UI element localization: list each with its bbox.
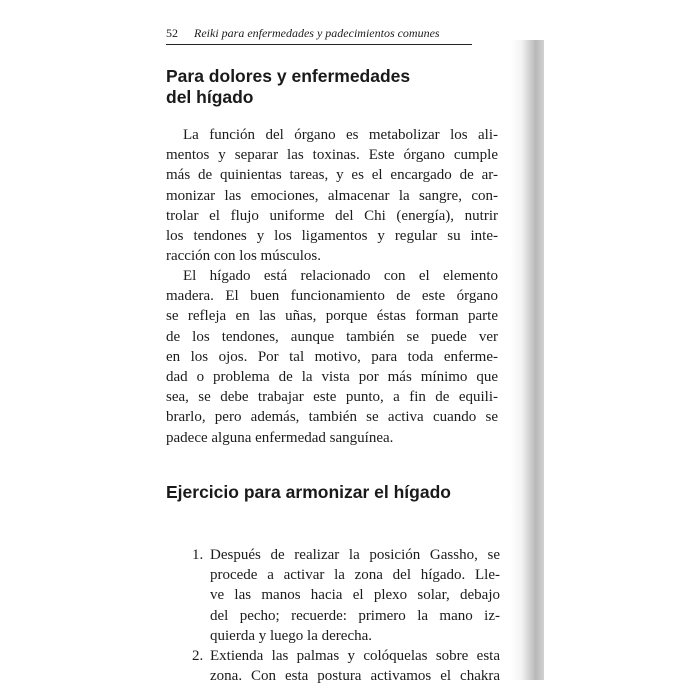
heading-line: Para dolores y enfermedades [166,66,411,86]
text-line: mentos y separar las toxinas. Este órgano cumple [166,147,498,164]
text-line: padece alguna enfermedad sanguínea. [166,429,394,446]
numbered-list [192,545,500,686]
item-text [210,545,500,646]
paragraph [166,266,498,448]
text-line: monizar las emociones, almacenar la sangre, con- [166,187,498,204]
text-line: madera. El buen funcionamiento de este órgano [166,288,498,305]
page-number: 52 [166,26,178,40]
text-line: del pecho; recuerde: primero la mano iz- [210,607,500,624]
item-text [210,646,500,686]
list-item [192,646,500,686]
text-line: sea, se debe trabajar este punto, a fin de equili- [166,389,498,406]
list-item [192,545,500,646]
text-line: racción con los músculos. [166,248,321,265]
item-number: 1. [192,547,204,563]
heading-line: del hígado [166,87,254,107]
text-line: los tendones y los ligamentos y regular su inte- [166,228,498,245]
text-line: se refleja en las uñas, porque éstas forman parte [166,308,498,325]
text-line: El hígado está relacionado con el elemento [183,268,498,284]
paragraph [166,125,498,266]
text-line: dad o problema de la vista por más mínimo que [166,369,498,386]
section-heading [166,66,486,108]
text-line: zona. Con esta postura activamos el chakra [210,668,500,685]
text-line: Extienda las palmas y colóquelas sobre esta [210,648,500,665]
text-line: más de quinientas tareas, y es el encargado de ar- [166,167,498,184]
text-line: La función del órgano es metabolizar los ali- [183,127,498,143]
text-line: procede a activar la zona del hígado. Lle- [210,567,500,584]
running-title: Reiki para enfermedades y padecimientos comunes [194,26,440,40]
text-line: trolar el flujo uniforme del Chi (energía), nutrir [166,207,498,224]
item-number: 2. [192,648,204,665]
text-line: brarlo, pero además, también se activa cuando se [166,409,498,426]
text-line: ve las manos hacia el plexo solar, debajo [210,587,500,604]
running-header [166,26,472,45]
text-line: quierda y luego la derecha. [210,627,373,644]
exercise-heading: Ejercicio para armonizar el hígado [166,482,451,502]
text-line: de los tendones, aunque también se puede ver [166,328,498,345]
book-page [140,0,540,700]
text-line: Después de realizar la posición Gassho, se [210,547,500,563]
text-line: en los ojos. Por tal motivo, para toda enfermе- [166,348,498,365]
